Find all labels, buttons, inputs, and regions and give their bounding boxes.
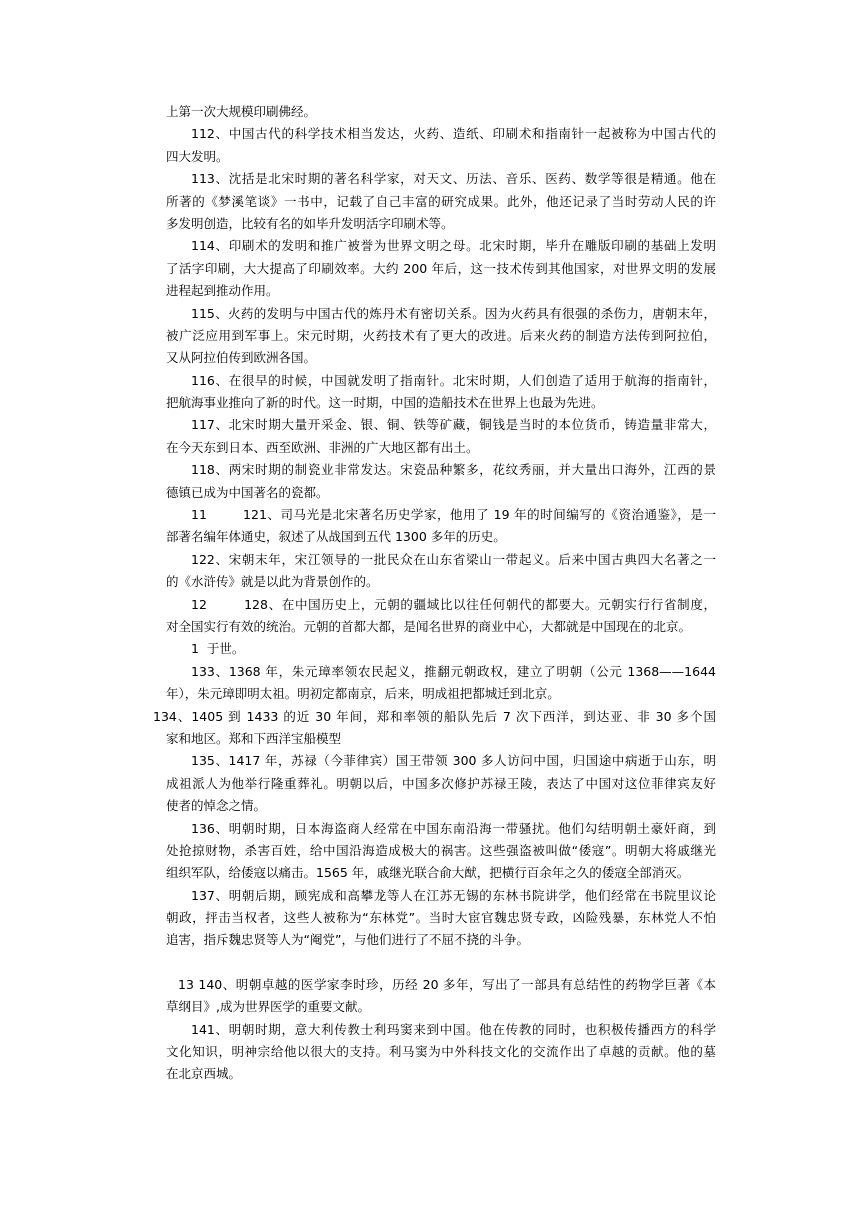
paragraph-line: 141、明朝时期，意大利传教士利玛窦来到中国。他在传教的同时，也积极传播西方的科学 [191,1021,716,1037]
paragraph-line: 12 128、在中国历史上，元朝的疆域比以往任何朝代的都要大。元朝实行行省制度， [191,596,716,612]
paragraph-line: 组织军队，给倭寇以痛击。1565 年，戚继光联合俞大猷，把横行百余年之久的倭寇全部消灭。 [166,865,690,881]
document-page [153,101,716,1086]
paragraph-line: 多发明创造，比较有名的如毕升发明活字印刷术等。 [166,215,454,231]
paragraph-line: 122、宋朝末年，宋江领导的一批民众在山东省梁山一带起义。后来中国古典四大名著之一 [191,551,716,567]
paragraph-line: 四大发明。 [166,148,229,164]
paragraph-line: 134、1405 到 1433 的近 30 年间，郑和率领的船队先后 7 次下西洋，到达亚、非 30 多个国 [153,708,716,724]
paragraph-line: 137、明朝后期，顾宪成和高攀龙等人在江苏无锡的东林书院讲学，他们经常在书院里议论 [191,887,716,903]
paragraph-line: 了活字印刷，大大提高了印刷效率。大约 200 年后，这一技术传到其他国家，对世界文明的发展 [166,260,716,276]
paragraph-line: 又从阿拉伯传到欧洲各国。 [166,350,317,366]
paragraph-line: 年），朱元璋即明太祖。明初定都南京，后来，明成祖把都城迁到北京。 [166,686,560,702]
paragraph-line: 文化知识，明神宗给他以很大的支持。利马窦为中外科技文化的交流作出了卓越的贡献。他的墓 [166,1044,716,1060]
paragraph-line: 112、中国古代的科学技术相当发达，火药、造纸、印刷术和指南针一起被称为中国古代的 [191,126,716,142]
paragraph-line: 13 140、明朝卓越的医学家李时珍，历经 20 多年，写出了一部具有总结性的药物学巨著《本 [178,976,716,992]
paragraph-line: 部著名编年体通史，叙述了从战国到五代 1300 多年的历史。 [166,529,506,545]
paragraph-line: 117、北宋时期大量开采金、银、铜、铁等矿藏，铜钱是当时的本位货币，铸造量非常大， [191,417,716,433]
paragraph-line: 被广泛应用到军事上。宋元时期，火药技术有了更大的改进。后来火药的制造方法传到阿拉伯， [166,327,716,343]
paragraph-line: 133、1368 年，朱元璋率领农民起义，推翻元朝政权，建立了明朝（公元 1368——1644 [191,663,716,679]
paragraph-line: 家和地区。郑和下西洋宝船模型 [166,730,342,746]
paragraph-line: 1 于世。 [191,641,245,657]
paragraph-line: 对全国实行有效的统治。元朝的首都大都，是闻名世界的商业中心，大都就是中国现在的北京。 [166,618,692,634]
paragraph-line: 在北京西城。 [166,1066,242,1082]
paragraph-line: 成祖派人为他举行隆重葬礼。明朝以后，中国多次修护苏禄王陵，表达了中国对这位菲律宾友好 [166,775,716,791]
paragraph-line: 把航海事业推向了新的时代。这一时期，中国的造船技术在世界上也最为先进。 [166,395,604,411]
paragraph-line: 114、印刷术的发明和推广被誉为世界文明之母。北宋时期，毕升在雕版印刷的基础上发明 [191,238,716,254]
paragraph-line: 处抢掠财物，杀害百姓，给中国沿海造成极大的祸害。这些强盗被叫做“倭寇”。明朝大将戚继光 [166,842,716,858]
paragraph-line: 在今天东到日本、西至欧洲、非洲的广大地区都有出土。 [166,439,479,455]
paragraph-line: 118、两宋时期的制瓷业非常发达。宋瓷品种繁多，花纹秀丽，并大量出口海外，江西的景 [191,462,716,478]
paragraph-line: 上第一次大规模印刷佛经。 [166,104,317,119]
paragraph-line: 使者的悼念之情。 [166,798,267,814]
paragraph-line: 朝政，抨击当权者，这些人被称为“东林党”。当时大宦官魏忠贤专政，凶险残暴，东林党人不怕 [166,910,716,926]
paragraph-line: 德镇已成为中国著名的瓷都。 [166,484,329,500]
paragraph-line: 追害，指斥魏忠贤等人为“阉党”，与他们进行了不屈不挠的斗争。 [166,932,529,948]
paragraph-line: 136、明朝时期，日本海盗商人经常在中国东南沿海一带骚扰。他们勾结明朝土豪奸商，到 [191,820,716,836]
paragraph-line: 进程起到推动作用。 [166,283,279,299]
paragraph-line: 草纲目》,成为世界医学的重要文献。 [166,999,370,1015]
paragraph-line: 所著的《梦溪笔谈》一书中，记载了自己丰富的研究成果。此外，他还记录了当时劳动人民的许 [166,193,716,209]
paragraph-line: 135、1417 年，苏禄（今菲律宾）国王带领 300 多人访问中国，归国途中病逝于山东，明 [191,753,716,769]
paragraph-line: 115、火药的发明与中国古代的炼丹术有密切关系。因为火药具有很强的杀伤力，唐朝末年， [191,305,716,321]
paragraph-line: 的《水浒传》就是以此为背景创作的。 [166,574,379,590]
paragraph-line: 116、在很早的时候，中国就发明了指南针。北宋时期，人们创造了适用于航海的指南针， [191,372,716,388]
blank-line [166,952,716,974]
paragraph-line: 113、沈括是北宋时期的著名科学家，对天文、历法、音乐、医药、数学等很是精通。他在 [191,171,716,187]
paragraph-line: 11 121、司马光是北宋著名历史学家，他用了 19 年的时间编写的《资治通鉴》，是一 [191,507,716,523]
